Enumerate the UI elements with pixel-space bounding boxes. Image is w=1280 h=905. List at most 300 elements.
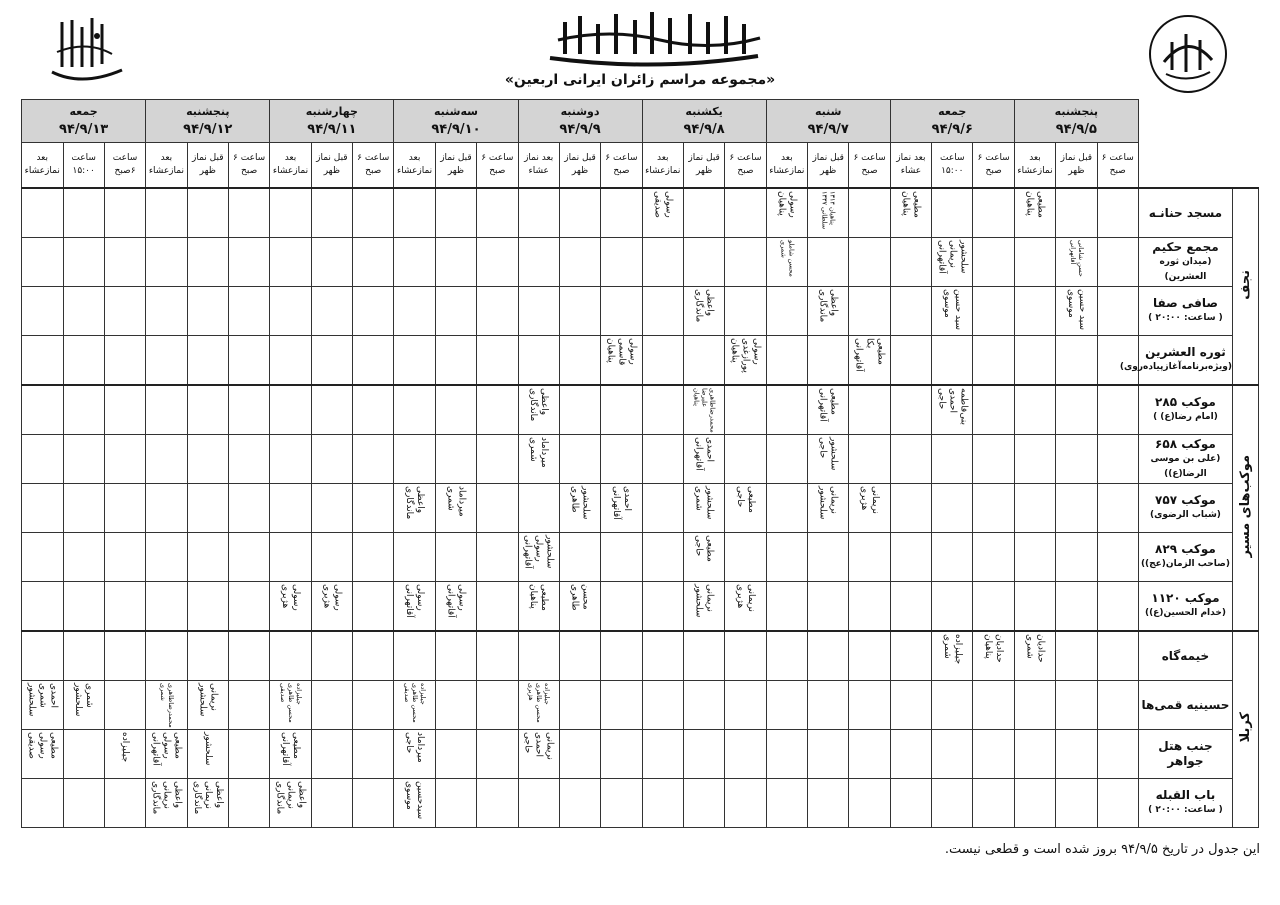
schedule-cell <box>477 188 518 238</box>
place-name: صافی صفا <box>1152 296 1218 310</box>
speaker-name: مطیعی <box>828 388 839 415</box>
speaker-name: موسوی <box>404 781 415 810</box>
speaker-name: آقاتهرانی <box>936 240 947 274</box>
schedule-row <box>22 287 1259 336</box>
schedule-cell <box>725 779 766 828</box>
speaker-name: آقاتهرانی <box>150 732 161 766</box>
left-calligraphy-logo <box>42 12 126 86</box>
speaker-name: سید حسین <box>1076 289 1087 331</box>
speaker-name: موسوی <box>941 289 952 318</box>
schedule-cell <box>890 582 931 632</box>
schedule-cell <box>973 484 1014 533</box>
schedule-cell <box>932 533 973 582</box>
speaker-name: سلحشور <box>580 486 591 520</box>
speaker-name: طاهری <box>569 486 580 513</box>
schedule-cell <box>104 681 145 730</box>
speaker-name: محسن شاملو <box>787 240 796 277</box>
schedule-cell <box>725 631 766 681</box>
schedule-cell <box>22 631 64 681</box>
schedule-cell <box>435 287 476 336</box>
schedule-row <box>22 582 1259 632</box>
schedule-cell <box>890 287 931 336</box>
schedule-cell <box>518 385 559 435</box>
schedule-cell <box>559 484 600 533</box>
schedule-cell <box>559 631 600 681</box>
speaker-name: جیلیزاده <box>543 683 552 705</box>
speaker-name: احمدی <box>533 732 544 758</box>
schedule-cell <box>435 533 476 582</box>
schedule-cell <box>973 681 1014 730</box>
schedule-cell <box>187 484 228 533</box>
speaker-name: سلحشور <box>958 240 969 274</box>
schedule-cell <box>477 385 518 435</box>
schedule-cell <box>973 779 1014 828</box>
schedule-cell <box>1056 336 1097 386</box>
schedule-cell <box>270 238 311 287</box>
schedule-cell <box>849 336 890 386</box>
header-corner <box>1138 100 1258 189</box>
schedule-cell <box>518 287 559 336</box>
schedule-cell <box>1056 435 1097 484</box>
schedule-cell <box>104 779 145 828</box>
time-slot-header: قبل نماز ظهر <box>435 143 476 189</box>
place-name-cell <box>1138 631 1232 681</box>
speaker-name: آقاتهرانی <box>404 584 415 618</box>
speaker-name: آقاتهرانی <box>693 437 704 471</box>
schedule-cell <box>228 336 269 386</box>
schedule-cell <box>270 435 311 484</box>
schedule-cell <box>725 533 766 582</box>
speaker-name: شمری <box>37 683 48 708</box>
schedule-cell <box>228 484 269 533</box>
schedule-cell <box>683 730 724 779</box>
schedule-cell <box>601 336 642 386</box>
place-name-cell <box>1138 435 1232 484</box>
schedule-cell <box>1097 582 1138 632</box>
place-name-cell <box>1138 287 1232 336</box>
schedule-cell <box>518 435 559 484</box>
schedule-cell <box>725 336 766 386</box>
schedule-cell <box>973 582 1014 632</box>
schedule-cell <box>808 385 849 435</box>
schedule-cell <box>683 631 724 681</box>
speaker-name: آقاتهرانی <box>610 486 621 520</box>
schedule-row <box>22 730 1259 779</box>
speaker-names <box>146 781 186 825</box>
schedule-row <box>22 385 1259 435</box>
schedule-cell <box>559 435 600 484</box>
day-name: یکشنبه <box>685 105 723 118</box>
schedule-cell <box>1097 385 1138 435</box>
schedule-cell <box>1014 631 1055 681</box>
schedule-cell <box>477 582 518 632</box>
speaker-name: نریمانی <box>285 781 296 809</box>
schedule-cell <box>435 188 476 238</box>
group-label <box>1232 631 1258 828</box>
speaker-names <box>394 781 434 825</box>
speaker-names <box>767 191 807 235</box>
schedule-cell <box>22 336 64 386</box>
time-slot-header: ساعت ۶ صبح <box>1097 143 1138 189</box>
place-name: مسجد حنانـه <box>1148 205 1223 220</box>
schedule-cell <box>1014 533 1055 582</box>
speaker-name: نریمانی <box>544 732 555 760</box>
schedule-cell <box>270 681 311 730</box>
schedule-cell <box>104 484 145 533</box>
time-slot-header: قبل نماز ظهر <box>683 143 724 189</box>
speaker-name: شمری <box>941 634 952 659</box>
schedule-cell <box>270 730 311 779</box>
place-name-cell <box>1138 730 1232 779</box>
speaker-name: پناهیان <box>776 191 787 216</box>
schedule-cell <box>146 188 187 238</box>
schedule-cell <box>559 533 600 582</box>
speaker-name: مطیعی <box>745 486 756 513</box>
place-subtitle: (علی بن موسی الرضا(ع)) <box>1150 453 1221 479</box>
place-name-cell <box>1138 582 1232 632</box>
schedule-cell <box>1014 582 1055 632</box>
schedule-cell <box>1097 435 1138 484</box>
schedule-cell <box>477 631 518 681</box>
speaker-names <box>270 683 310 727</box>
schedule-row <box>22 188 1259 238</box>
speaker-names <box>767 240 807 284</box>
schedule-cell <box>353 287 394 336</box>
schedule-cell <box>766 484 807 533</box>
speaker-names <box>188 781 228 825</box>
schedule-row <box>22 484 1259 533</box>
schedule-cell <box>104 435 145 484</box>
speaker-names <box>932 388 972 432</box>
schedule-cell <box>1056 238 1097 287</box>
time-slot-header: ساعت ۱۵:۰۰ <box>63 143 104 189</box>
schedule-cell <box>394 385 435 435</box>
day-date: ۹۴/۹/۱۳ <box>59 122 109 137</box>
speaker-name: ماندگاری <box>817 289 828 323</box>
schedule-cell <box>104 385 145 435</box>
schedule-cell <box>518 730 559 779</box>
schedule-cell <box>146 336 187 386</box>
speaker-name: پناهیان <box>528 584 539 609</box>
place-name: باب القبله <box>1155 788 1216 802</box>
schedule-cell <box>104 631 145 681</box>
schedule-cell <box>22 730 64 779</box>
speaker-names <box>808 486 848 530</box>
schedule-cell <box>270 188 311 238</box>
schedule-cell <box>973 336 1014 386</box>
time-slot-header: بعد نمازعشاء <box>146 143 187 189</box>
schedule-cell <box>642 533 683 582</box>
schedule-cell <box>849 188 890 238</box>
schedule-cell <box>394 533 435 582</box>
speaker-names <box>394 683 434 727</box>
speaker-name: رسولی <box>291 584 301 611</box>
speaker-names <box>519 732 559 776</box>
schedule-cell <box>353 533 394 582</box>
speaker-names <box>519 437 559 481</box>
schedule-cell <box>146 681 187 730</box>
speaker-name: رسولی <box>751 338 762 365</box>
schedule-cell <box>311 730 352 779</box>
day-header <box>146 100 270 143</box>
speaker-name: شمری <box>445 486 456 511</box>
schedule-cell <box>890 188 931 238</box>
speaker-name: پناهیان <box>692 388 701 406</box>
schedule-cell <box>808 582 849 632</box>
speaker-name: محسن طاهری <box>535 683 544 723</box>
schedule-cell <box>683 681 724 730</box>
speaker-name: احمدی <box>48 683 59 709</box>
schedule-cell <box>146 435 187 484</box>
schedule-cell <box>104 582 145 632</box>
speaker-name: مطیعی <box>48 732 59 759</box>
schedule-cell <box>63 385 104 435</box>
place-subtitle: (شباب الرضوی) <box>1149 510 1221 520</box>
schedule-cell <box>1014 779 1055 828</box>
speaker-names <box>601 338 641 382</box>
day-header <box>518 100 642 143</box>
schedule-cell <box>766 287 807 336</box>
schedule-cell <box>353 779 394 828</box>
schedule-cell <box>1056 287 1097 336</box>
schedule-cell <box>1056 730 1097 779</box>
schedule-cell <box>394 582 435 632</box>
schedule-cell <box>642 582 683 632</box>
schedule-cell <box>228 533 269 582</box>
schedule-cell <box>63 779 104 828</box>
schedule-cell <box>435 779 476 828</box>
schedule-cell <box>890 238 931 287</box>
schedule-cell <box>477 287 518 336</box>
speaker-name: بنی‌فاطمه <box>958 388 969 425</box>
speaker-name: جیلیزاده <box>419 683 428 705</box>
schedule-cell <box>104 188 145 238</box>
schedule-cell <box>725 385 766 435</box>
day-date: ۹۴/۹/۱۰ <box>431 122 481 137</box>
schedule-cell <box>22 779 64 828</box>
schedule-cell <box>146 582 187 632</box>
speaker-name: میرداماد <box>415 732 426 763</box>
schedule-cell <box>683 188 724 238</box>
schedule-cell <box>890 484 931 533</box>
schedule-cell <box>601 681 642 730</box>
speaker-name: سلحشور <box>704 486 715 520</box>
schedule-cell <box>22 435 64 484</box>
speaker-name: پناهیان <box>1024 191 1035 216</box>
schedule-cell <box>1014 484 1055 533</box>
schedule-cell <box>725 582 766 632</box>
schedule-cell <box>187 287 228 336</box>
speaker-name: صدیقی <box>279 683 287 703</box>
schedule-cell <box>973 385 1014 435</box>
speaker-name: حاجی <box>734 486 745 508</box>
speaker-name: محسن طاهری <box>287 683 295 723</box>
schedule-cell <box>187 681 228 730</box>
speaker-name: رسولی <box>627 338 638 365</box>
schedule-cell <box>559 287 600 336</box>
speaker-name: شمری <box>693 486 704 511</box>
speaker-names <box>808 289 848 333</box>
schedule-cell <box>849 631 890 681</box>
speaker-names <box>891 191 931 235</box>
schedule-cell <box>1056 681 1097 730</box>
place-name-cell <box>1119 336 1232 386</box>
schedule-cell <box>683 336 724 386</box>
schedule-cell <box>435 238 476 287</box>
schedule-cell <box>187 188 228 238</box>
schedule-cell <box>394 484 435 533</box>
schedule-cell <box>932 385 973 435</box>
schedule-cell <box>559 385 600 435</box>
time-slot-header: ساعت ۶ صبح <box>973 143 1014 189</box>
schedule-cell <box>477 681 518 730</box>
schedule-cell <box>973 730 1014 779</box>
day-name: پنجشنبه <box>1054 105 1099 118</box>
schedule-cell <box>1097 336 1138 386</box>
schedule-cell <box>973 238 1014 287</box>
schedule-cell <box>642 631 683 681</box>
schedule-cell <box>435 336 476 386</box>
schedule-cell <box>270 779 311 828</box>
speaker-name: میرداماد <box>456 486 467 517</box>
speaker-name: موسوی <box>1065 289 1076 318</box>
schedule-cell <box>849 681 890 730</box>
day-date: ۹۴/۹/۹ <box>559 122 601 137</box>
schedule-cell <box>808 779 849 828</box>
schedule-cell <box>601 484 642 533</box>
speaker-name: پناهیان <box>605 338 616 363</box>
speaker-name: مطیعی <box>911 191 922 218</box>
time-slot-header: ساعت ۱۵:۰۰ <box>932 143 973 189</box>
schedule-cell <box>394 779 435 828</box>
schedule-cell <box>932 435 973 484</box>
schedule-cell <box>435 681 476 730</box>
speaker-name: سلحشور <box>202 732 213 766</box>
schedule-cell <box>63 730 104 779</box>
schedule-cell <box>104 730 145 779</box>
speaker-name: رسولی <box>37 732 48 759</box>
speaker-names <box>519 584 559 628</box>
schedule-cell <box>973 631 1014 681</box>
speaker-name: شمری <box>779 240 788 258</box>
schedule-cell <box>973 188 1014 238</box>
speaker-names <box>146 683 186 727</box>
schedule-cell <box>435 730 476 779</box>
schedule-cell <box>1097 681 1138 730</box>
schedule-cell <box>394 287 435 336</box>
schedule-cell <box>435 631 476 681</box>
speaker-names <box>188 683 228 727</box>
schedule-cell <box>228 681 269 730</box>
speaker-name: آقاتهرانی <box>817 388 828 422</box>
schedule-cell <box>146 484 187 533</box>
speaker-name: پناهیان <box>983 634 994 659</box>
schedule-cell <box>518 188 559 238</box>
schedule-cell <box>890 631 931 681</box>
schedule-cell <box>683 582 724 632</box>
speaker-name: هژبری <box>280 584 290 609</box>
schedule-cell <box>311 435 352 484</box>
speaker-name: علیرضا <box>700 388 709 408</box>
schedule-cell <box>435 435 476 484</box>
speaker-name: شمری <box>158 683 167 701</box>
schedule-cell <box>808 188 849 238</box>
schedule-cell <box>808 484 849 533</box>
schedule-cell <box>187 533 228 582</box>
time-slot-header: ساعت ۶ صبح <box>477 143 518 189</box>
speaker-name: آقاتهرانی <box>522 535 533 569</box>
schedule-cell <box>518 533 559 582</box>
speaker-names <box>932 634 972 678</box>
schedule-cell <box>766 533 807 582</box>
schedule-cell <box>808 435 849 484</box>
schedule-cell <box>228 779 269 828</box>
schedule-cell <box>311 779 352 828</box>
schedule-cell <box>22 533 64 582</box>
schedule-cell <box>683 287 724 336</box>
schedule-cell <box>973 435 1014 484</box>
schedule-cell <box>353 385 394 435</box>
schedule-cell <box>1097 238 1138 287</box>
schedule-cell <box>683 484 724 533</box>
schedule-cell <box>601 287 642 336</box>
day-name: چهارشنبه <box>305 105 358 118</box>
place-name-cell <box>1138 188 1232 238</box>
schedule-cell <box>477 336 518 386</box>
schedule-cell <box>22 681 64 730</box>
schedule-cell <box>932 681 973 730</box>
speaker-name: محمدرضاطاهری <box>166 683 175 728</box>
schedule-cell <box>146 631 187 681</box>
schedule-cell <box>1097 631 1138 681</box>
schedule-cell <box>1056 631 1097 681</box>
page-header <box>0 0 1280 98</box>
schedule-cell <box>642 484 683 533</box>
schedule-cell <box>601 730 642 779</box>
speaker-names <box>519 683 559 727</box>
group-label-text: نجف <box>1237 269 1253 300</box>
speaker-name: نریمانی <box>161 781 172 809</box>
schedule-cell <box>849 238 890 287</box>
schedule-cell <box>890 730 931 779</box>
place-name-cell <box>1138 238 1232 287</box>
page-subtitle: «مجموعه مراسم زائران ایرانی اربعین» <box>504 72 776 88</box>
schedule-cell <box>311 681 352 730</box>
schedule-cell <box>311 582 352 632</box>
schedule-row <box>22 779 1259 828</box>
schedule-cell <box>435 385 476 435</box>
speaker-name: واعظی <box>539 388 550 416</box>
speaker-name: واعظی <box>213 781 224 809</box>
speaker-name: سید حسین <box>952 289 963 331</box>
place-name: حسینیه قمی‌ها <box>1141 697 1230 712</box>
speaker-names <box>105 732 145 776</box>
schedule-cell <box>890 336 931 386</box>
schedule-cell <box>353 336 394 386</box>
time-slot-header: بعد نماز عشاء <box>890 143 931 189</box>
speaker-names <box>560 486 600 530</box>
place-name-cell <box>1138 484 1232 533</box>
speaker-name: پناهیان <box>900 191 911 216</box>
schedule-cell <box>518 681 559 730</box>
schedule-row <box>22 681 1259 730</box>
speaker-name: ماندگاری <box>404 486 415 520</box>
speaker-name: سلطانی ۱۳۳۷ <box>820 191 829 230</box>
day-header <box>642 100 766 143</box>
schedule-cell <box>766 385 807 435</box>
schedule-cell <box>22 188 64 238</box>
time-slot-header: بعد نمازعشاء <box>270 143 311 189</box>
